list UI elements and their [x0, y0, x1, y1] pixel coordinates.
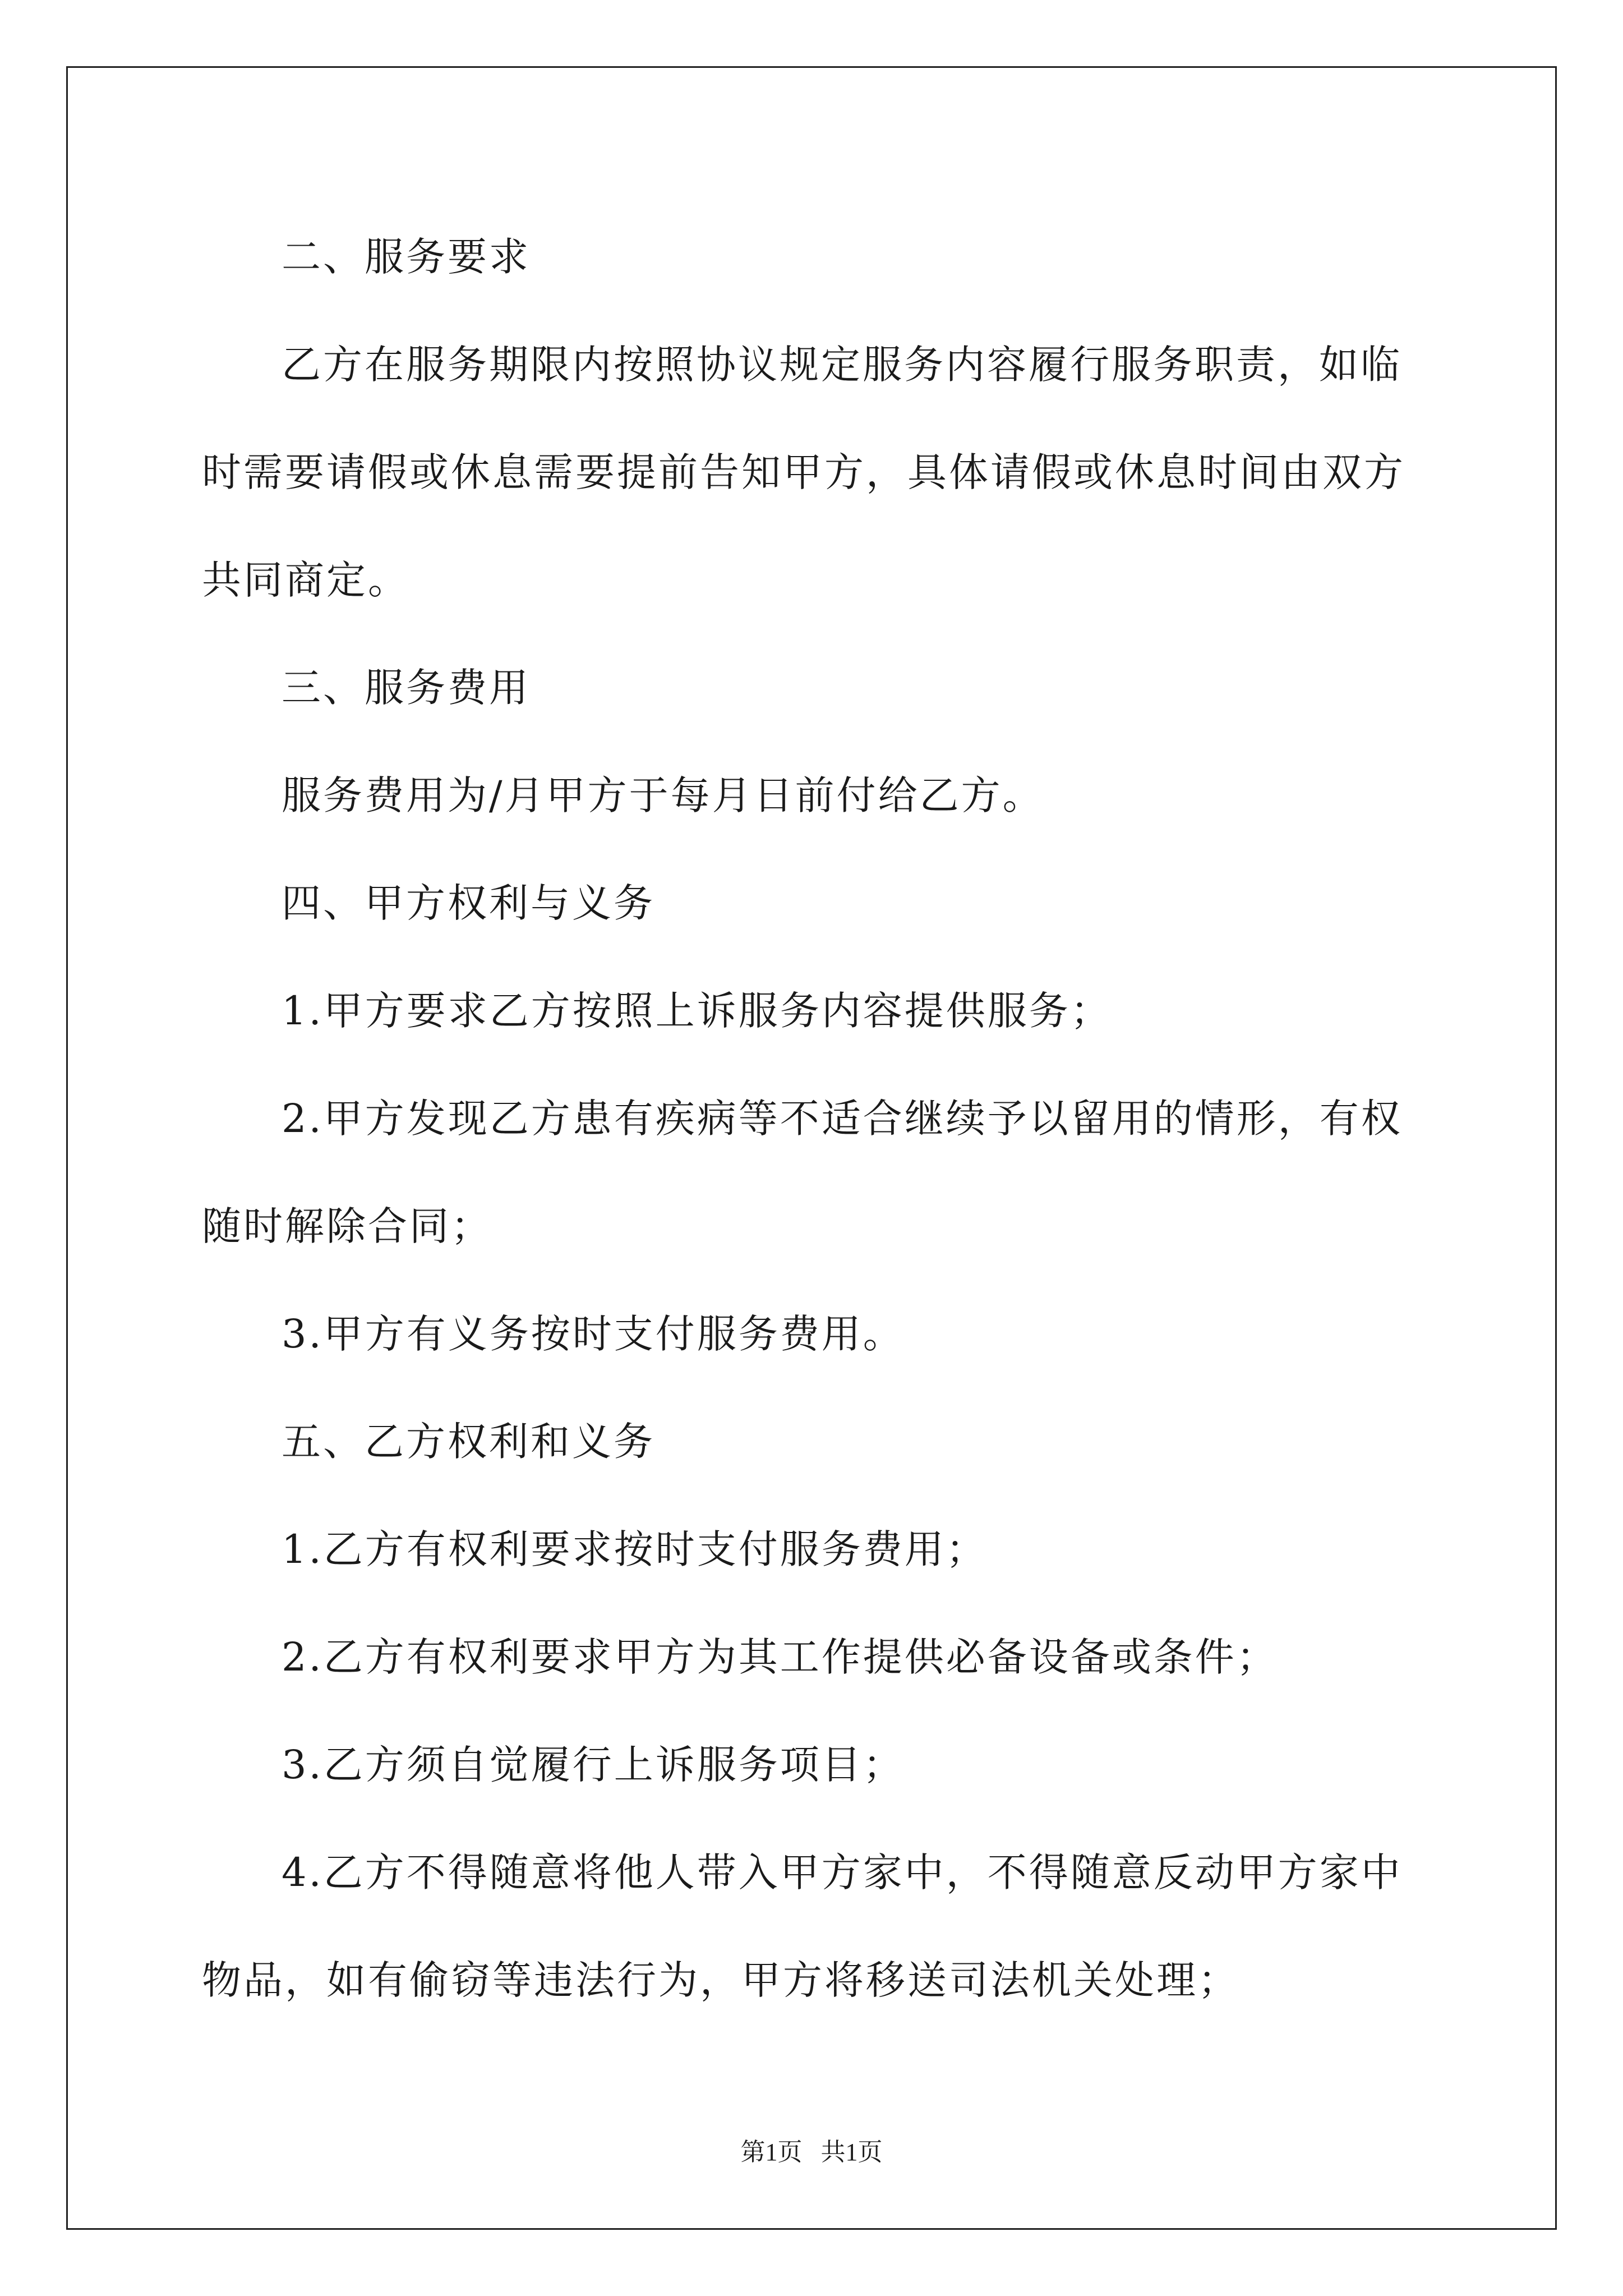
page-number-footer: 第1页 共1页	[740, 2138, 883, 2166]
party-b-item-3: 3.乙方须自觉履行上诉服务项目；	[282, 1742, 905, 1788]
paragraph-service-duties: 乙方在服务期限内按照协议规定服务内容履行服务职责，如临时需要请假或休息需要提前告知甲方，具体请假或休息时间由双方共同商定。	[202, 342, 1405, 603]
party-b-item-1: 1.乙方有权利要求按时支付服务费用；	[282, 1526, 988, 1572]
heading-service-fees: 三、服务费用	[282, 665, 531, 711]
party-b-item-4: 4.乙方不得随意将他人带入甲方家中，不得随意反动甲方家中物品，如有偷窃等违法行为，甲方将移送司法机关处理；	[202, 1849, 1403, 2003]
document-body	[202, 203, 1433, 2034]
party-b-item-2: 2.乙方有权利要求甲方为其工作提供必备设备或条件；	[282, 1634, 1278, 1680]
heading-party-b-rights: 五、乙方权利和义务	[282, 1419, 655, 1465]
party-a-item-1: 1.甲方要求乙方按照上诉服务内容提供服务；	[282, 988, 1112, 1034]
party-a-item-3: 3.甲方有义务按时支付服务费用。	[282, 1311, 905, 1357]
party-a-item-2: 2.甲方发现乙方患有疾病等不适合继续予以留用的情形，有权随时解除合同；	[202, 1096, 1403, 1249]
paragraph-fee-payment: 服务费用为/月甲方于每月日前付给乙方。	[282, 772, 1044, 818]
heading-service-requirements: 二、服务要求	[282, 234, 531, 280]
heading-party-a-rights: 四、甲方权利与义务	[282, 880, 655, 926]
